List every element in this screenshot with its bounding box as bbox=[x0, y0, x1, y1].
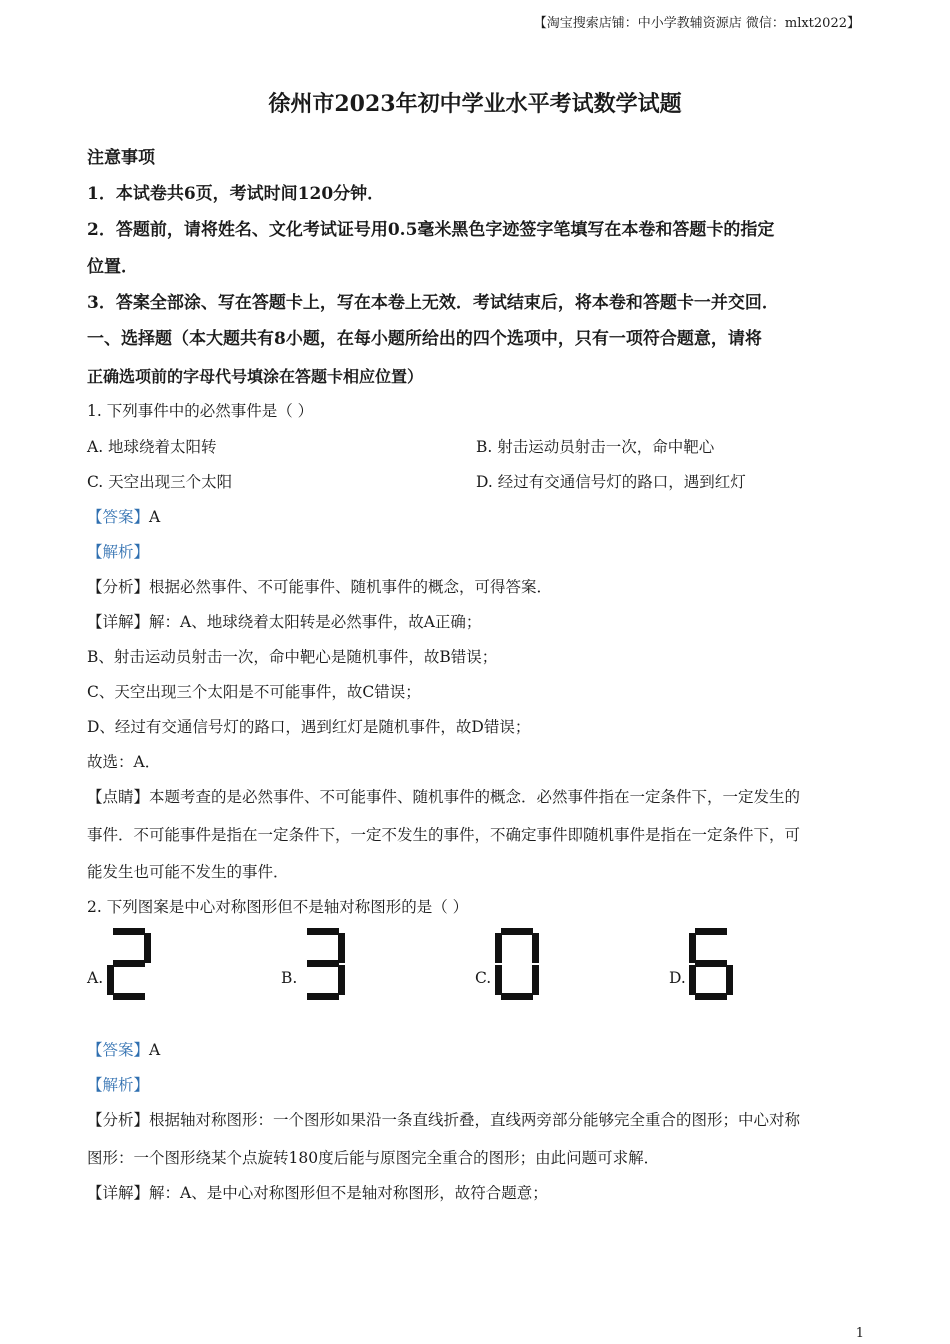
option-label: A. bbox=[87, 969, 104, 987]
dianjing-text: 本题考查的是必然事件、不可能事件、随机事件的概念．必然事件指在一定条件下，一定发生的 bbox=[149, 788, 801, 806]
detail-text: 解：A、地球绕着太阳转是必然事件，故A正确； bbox=[149, 613, 482, 631]
q2-option-c bbox=[475, 928, 655, 1002]
digit-3-icon bbox=[301, 928, 345, 1000]
digit-segment-d bbox=[501, 993, 533, 1000]
q1-detail-line: 故选：A． bbox=[87, 753, 161, 771]
digit-segment-f bbox=[495, 933, 502, 963]
answer-value: A bbox=[149, 1041, 161, 1059]
q2-option-d bbox=[669, 928, 849, 1002]
header-note: 【淘宝搜索店铺：中小学教辅资源店 微信：mlxt2022】 bbox=[533, 16, 860, 31]
fenxi-tag: 【分析】 bbox=[87, 578, 150, 596]
page-number: 1 bbox=[855, 1326, 864, 1341]
q2-option-b bbox=[281, 928, 461, 1002]
answer-value: A bbox=[149, 508, 161, 526]
digit-segment-b bbox=[532, 933, 539, 963]
q1-detail-line: B、射击运动员射击一次，命中靶心是随机事件，故B错误； bbox=[87, 648, 498, 666]
digit-segment-e bbox=[107, 965, 114, 995]
digit-segment-g bbox=[695, 960, 727, 967]
digit-segment-b bbox=[144, 933, 151, 963]
answer-tag: 【答案】 bbox=[87, 1041, 150, 1059]
digit-segment-c bbox=[532, 965, 539, 995]
digit-segment-e bbox=[495, 965, 502, 995]
digit-segment-b bbox=[338, 933, 345, 963]
notes-item-1: 1．本试卷共6页，考试时间120分钟． bbox=[87, 184, 385, 204]
digit-segment-c bbox=[726, 965, 733, 995]
q2-fenxi-cont: 图形：一个图形绕某个点旋转180度后能与原图完全重合的图形；由此问题可求解． bbox=[87, 1149, 660, 1167]
digit-segment-g bbox=[113, 960, 145, 967]
q1-detail bbox=[87, 612, 481, 632]
q1-detail-line: D、经过有交通信号灯的路口，遇到红灯是随机事件，故D错误； bbox=[87, 718, 531, 736]
fenxi-text: 根据必然事件、不可能事件、随机事件的概念，可得答案． bbox=[149, 578, 553, 596]
digit-segment-a bbox=[695, 928, 727, 935]
answer-tag: 【答案】 bbox=[87, 508, 150, 526]
q1-dianjing bbox=[87, 787, 800, 807]
q1-detail-line: C、天空出现三个太阳是不可能事件，故C错误； bbox=[87, 683, 421, 701]
dianjing-tag: 【点睛】 bbox=[87, 788, 150, 806]
digit-2-icon bbox=[107, 928, 151, 1000]
digit-segment-e bbox=[689, 965, 696, 995]
digit-segment-a bbox=[113, 928, 145, 935]
q1-stem: 1. 下列事件中的必然事件是（ ） bbox=[87, 402, 314, 420]
q2-analysis-tag: 【解析】 bbox=[87, 1076, 150, 1094]
q1-dianjing-cont: 能发生也可能不发生的事件． bbox=[87, 863, 289, 881]
digit-segment-f bbox=[689, 933, 696, 963]
q2-option-a bbox=[87, 928, 267, 1002]
detail-tag: 【详解】 bbox=[87, 613, 150, 631]
option-label: D. bbox=[669, 969, 686, 987]
q1-option-a: A. 地球绕着太阳转 bbox=[87, 438, 217, 456]
q1-option-c: C. 天空出现三个太阳 bbox=[87, 473, 233, 491]
q1-fenxi bbox=[87, 577, 552, 597]
q2-answer bbox=[87, 1040, 160, 1060]
section-heading-cont: 正确选项前的字母代号填涂在答题卡相应位置） bbox=[87, 367, 424, 386]
digit-segment-a bbox=[501, 928, 533, 935]
fenxi-text: 根据轴对称图形：一个图形如果沿一条直线折叠，直线两旁部分能够完全重合的图形；中心对称 bbox=[149, 1111, 801, 1129]
q1-answer bbox=[87, 507, 160, 527]
detail-tag: 【详解】 bbox=[87, 1184, 150, 1202]
q2-stem: 2. 下列图案是中心对称图形但不是轴对称图形的是（ ） bbox=[87, 898, 469, 916]
digit-segment-d bbox=[307, 993, 339, 1000]
digit-6-icon bbox=[689, 928, 733, 1000]
q1-dianjing-cont: 事件．不可能事件是指在一定条件下，一定不发生的事件，不确定事件即随机事件是指在一定条件下，可 bbox=[87, 826, 801, 844]
digit-segment-c bbox=[338, 965, 345, 995]
digit-0-icon bbox=[495, 928, 539, 1000]
option-label: B. bbox=[281, 969, 298, 987]
option-label: C. bbox=[475, 969, 492, 987]
document-title: 徐州市2023年初中学业水平考试数学试题 bbox=[268, 91, 682, 117]
notes-heading: 注意事项 bbox=[87, 148, 155, 168]
digit-segment-a bbox=[307, 928, 339, 935]
q1-analysis-tag: 【解析】 bbox=[87, 543, 150, 561]
notes-item-2-cont: 位置． bbox=[87, 257, 138, 277]
digit-segment-d bbox=[695, 993, 727, 1000]
fenxi-tag: 【分析】 bbox=[87, 1111, 150, 1129]
notes-item-2: 2．答题前，请将姓名、文化考试证号用0.5毫米黑色字迹签字笔填写在本卷和答题卡的指定 bbox=[87, 220, 775, 240]
digit-segment-d bbox=[113, 993, 145, 1000]
q1-option-b: B. 射击运动员射击一次，命中靶心 bbox=[476, 438, 715, 456]
section-heading: 一、选择题（本大题共有8小题，在每小题所给出的四个选项中，只有一项符合题意，请将 bbox=[87, 329, 762, 349]
detail-text: 解：A、是中心对称图形但不是轴对称图形，故符合题意； bbox=[149, 1184, 548, 1202]
notes-item-3: 3．答案全部涂、写在答题卡上，写在本卷上无效．考试结束后，将本卷和答题卡一并交回． bbox=[87, 293, 779, 313]
q2-detail bbox=[87, 1183, 548, 1203]
q2-fenxi bbox=[87, 1110, 800, 1130]
digit-segment-g bbox=[307, 960, 339, 967]
q1-option-d: D. 经过有交通信号灯的路口，遇到红灯 bbox=[476, 473, 746, 491]
